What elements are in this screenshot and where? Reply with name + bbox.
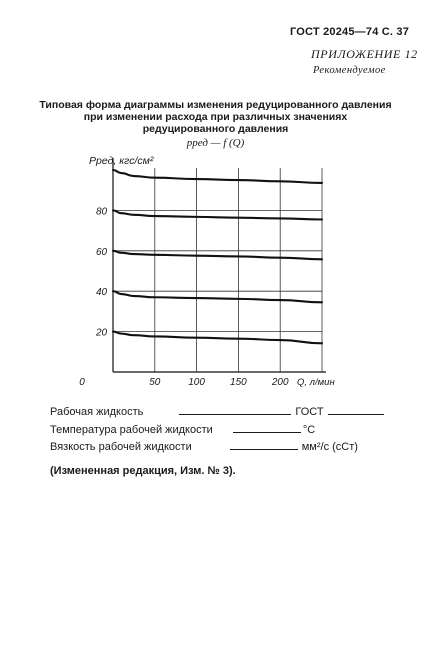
x-tick-label: 50 <box>149 377 161 388</box>
temperature-blank <box>233 421 301 433</box>
x-axis-label: Q, л/мин <box>297 377 335 388</box>
form-row-viscosity <box>50 438 358 453</box>
chart-title-line-3: редуцированного давления <box>142 123 289 135</box>
y-tick-label: 60 <box>96 246 108 258</box>
series-line <box>113 170 322 183</box>
form-row-fluid <box>50 403 384 418</box>
chart-formula: pред — f (Q) <box>186 137 245 149</box>
viscosity-unit: мм²/с (сСт) <box>301 441 358 453</box>
series-line <box>113 210 322 219</box>
y-tick-label: 80 <box>96 206 108 218</box>
series-line <box>113 251 322 259</box>
gost-blank <box>328 403 384 415</box>
x-tick-label: 100 <box>188 377 205 388</box>
temperature-label: Температура рабочей жидкости <box>50 424 213 436</box>
series-line <box>113 332 322 344</box>
y-tick-label: 20 <box>96 327 108 339</box>
revision-note: (Измененная редакция, Изм. № 3). <box>50 465 236 477</box>
viscosity-label: Вязкость рабочей жидкости <box>50 441 192 453</box>
y-axis-label: Pред, кгс/см² <box>89 155 154 167</box>
x-tick-label: 150 <box>230 377 247 388</box>
chart-title-line-2: при изменении расхода при различных значениях <box>83 111 348 123</box>
fluid-label: Рабочая жидкость <box>50 406 144 418</box>
document-header: ГОСТ 20245—74 С. 37 <box>290 26 410 38</box>
fluid-blank <box>179 403 291 415</box>
y-tick-label: 40 <box>96 287 108 299</box>
chart-title-line-1: Типовая форма диаграммы изменения редуцированного давления <box>39 99 392 111</box>
x-tick-label: 0 <box>79 377 85 388</box>
form-row-temperature <box>50 421 315 436</box>
gost-label: ГОСТ <box>295 406 324 418</box>
celsius-label: °C <box>302 424 316 436</box>
appendix-label: ПРИЛОЖЕНИЕ 12 <box>311 47 418 61</box>
series-line <box>113 291 322 302</box>
recommended-label: Рекомендуемое <box>313 65 386 76</box>
x-tick-label: 200 <box>271 377 289 388</box>
viscosity-blank <box>230 438 298 450</box>
